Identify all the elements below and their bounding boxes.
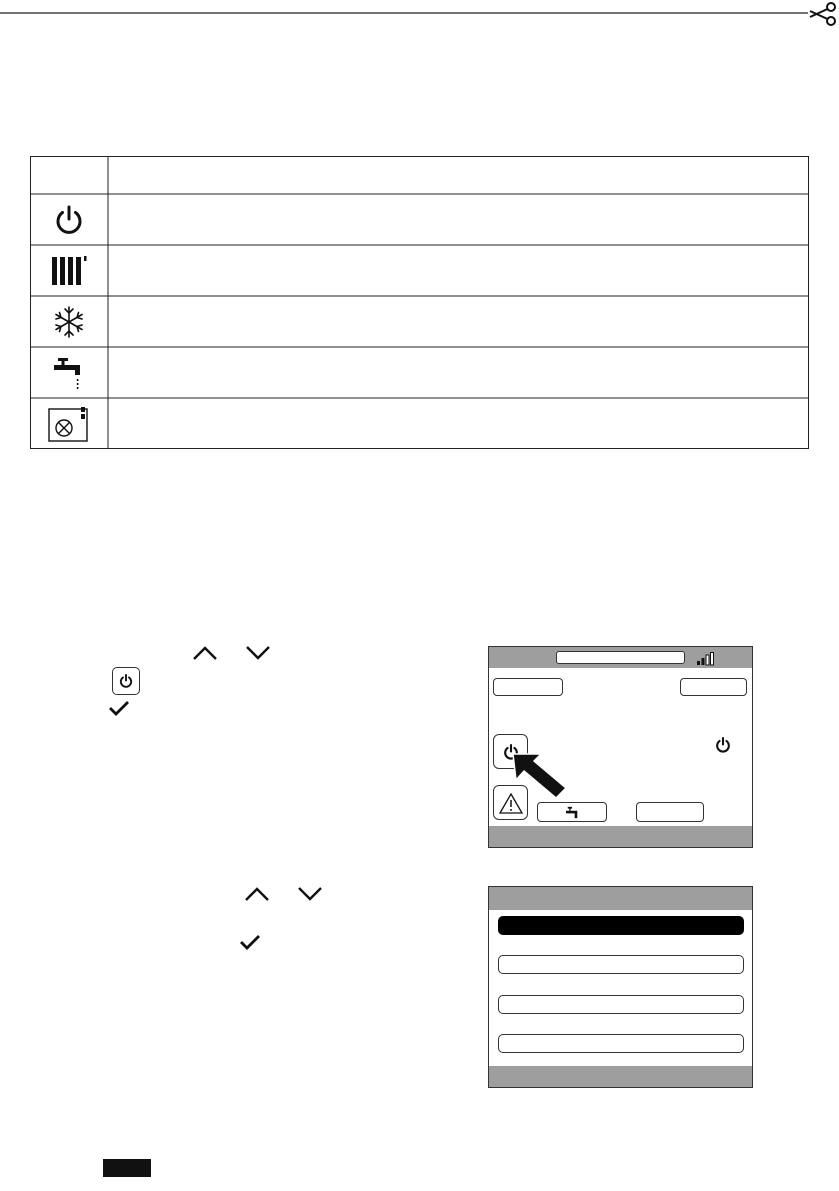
chevron-down-icon [295,884,325,904]
chevron-down-icon [243,643,273,663]
menu-header-bar [489,887,752,910]
tap-icon [52,354,86,392]
screen-left-button[interactable] [493,678,563,696]
tap-icon [565,806,580,819]
chevron-up-icon [190,643,220,663]
chevron-up-icon [242,884,272,904]
table-row [30,245,108,296]
scissors-icon [808,2,838,26]
checkmark-icon [239,933,261,951]
signal-bars-icon [696,652,714,665]
table-row-text [108,398,809,449]
arrow-pointer-icon [509,750,569,800]
table-row [30,347,108,398]
table-row-text [108,347,809,398]
screen-dhw-button[interactable] [537,802,607,822]
table-header-desc-col [108,156,809,194]
pump-icon [47,405,91,443]
table-row [30,296,108,347]
menu-option-selected[interactable] [498,916,744,935]
screen-footer-bar [489,826,752,848]
power-status-icon [714,736,732,754]
display-screen-menu [488,886,753,1088]
power-button-icon [112,667,140,695]
snowflake-icon [52,305,86,339]
cut-line [0,0,839,30]
screen-right-button[interactable] [680,678,747,696]
table-row-text [108,245,809,296]
table-row-text [108,194,809,245]
table-row-text [108,296,809,347]
checkmark-icon [108,699,130,717]
menu-footer-bar [489,1066,752,1088]
screen-title-field [556,651,685,664]
menu-option[interactable] [498,1034,744,1053]
menu-option[interactable] [498,955,744,974]
table-row [30,398,108,449]
page-tab [103,1159,151,1177]
display-screen-home [488,646,753,848]
menu-option[interactable] [498,995,744,1014]
screen-mode-button[interactable] [636,802,704,822]
radiator-icon [49,254,89,288]
table-header-icon-col [30,156,108,194]
table-row [30,194,108,245]
power-icon [52,203,86,237]
